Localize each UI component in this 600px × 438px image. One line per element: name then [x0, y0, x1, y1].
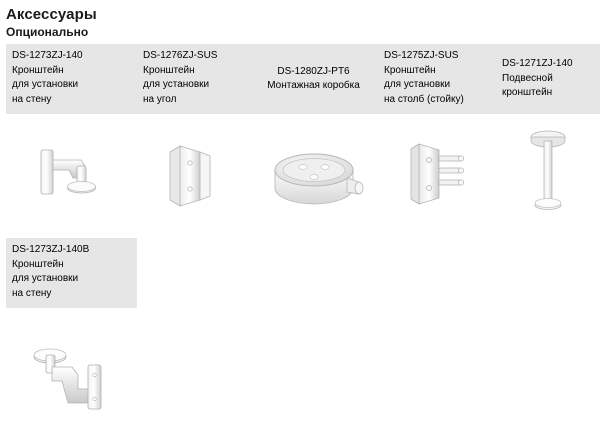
accessory-caption-1 [6, 44, 137, 114]
accessory-card-5 [496, 44, 600, 232]
accessories-row-2 [6, 238, 600, 438]
accessory-model-3: DS-1280ZJ-PT6 [277, 65, 350, 77]
accessory-desc-4-line-1: Кронштейн [384, 64, 436, 76]
accessory-card-2 [137, 44, 249, 232]
pendant-mount-bracket-icon [513, 123, 583, 223]
accessory-card-6 [6, 238, 137, 438]
accessory-image-5 [496, 114, 600, 232]
accessory-caption-3 [249, 44, 378, 114]
accessory-image-1 [6, 114, 137, 232]
accessory-desc-3-line-1: Монтажная коробка [267, 80, 360, 91]
accessory-desc-6-line-1: Кронштейн [12, 258, 64, 270]
accessory-desc-4-line-3: на столб (стойку) [384, 93, 464, 105]
accessory-desc-6-line-2: для установки [12, 273, 79, 284]
accessory-desc-1-line-1: Кронштейн [12, 64, 64, 76]
accessories-row-1 [6, 44, 600, 232]
corner-mount-bracket-icon [158, 130, 228, 216]
accessory-desc-4-line-2: для установки [384, 79, 451, 90]
accessory-caption-2 [137, 44, 249, 114]
wall-mount-bracket-icon [29, 130, 115, 216]
accessory-desc-6-line-3: на стену [12, 287, 52, 299]
accessory-model-5: DS-1271ZJ-140 [502, 58, 573, 70]
accessory-image-3 [249, 114, 378, 232]
accessory-desc-5-line-2: кронштейн [502, 87, 553, 99]
accessory-model-6: DS-1273ZJ-140B [12, 244, 90, 255]
wall-mount-bracket-black-icon [22, 323, 122, 423]
accessory-desc-1-line-3: на стену [12, 93, 52, 105]
accessory-desc-2-line-1: Кронштейн [143, 64, 195, 76]
page-title: Аксессуары [6, 6, 97, 23]
accessory-caption-5 [496, 44, 600, 114]
junction-box-icon [259, 130, 369, 216]
accessory-desc-5-line-1: Подвесной [502, 72, 553, 84]
page-subtitle: Опционально [6, 25, 89, 39]
accessory-image-2 [137, 114, 249, 232]
accessory-model-1: DS-1273ZJ-140 [12, 50, 83, 61]
accessory-caption-4 [378, 44, 496, 114]
accessory-card-4 [378, 44, 496, 232]
accessory-desc-1-line-2: для установки [12, 79, 79, 90]
pole-mount-bracket-icon [399, 130, 475, 216]
accessory-desc-2-line-2: для установки [143, 79, 210, 90]
accessory-model-4: DS-1275ZJ-SUS [384, 50, 459, 61]
accessory-image-4 [378, 114, 496, 232]
accessory-caption-6 [6, 238, 137, 308]
accessory-card-3 [249, 44, 378, 232]
accessory-card-1 [6, 44, 137, 232]
accessory-model-2: DS-1276ZJ-SUS [143, 50, 218, 61]
accessory-desc-2-line-3: на угол [143, 93, 177, 105]
